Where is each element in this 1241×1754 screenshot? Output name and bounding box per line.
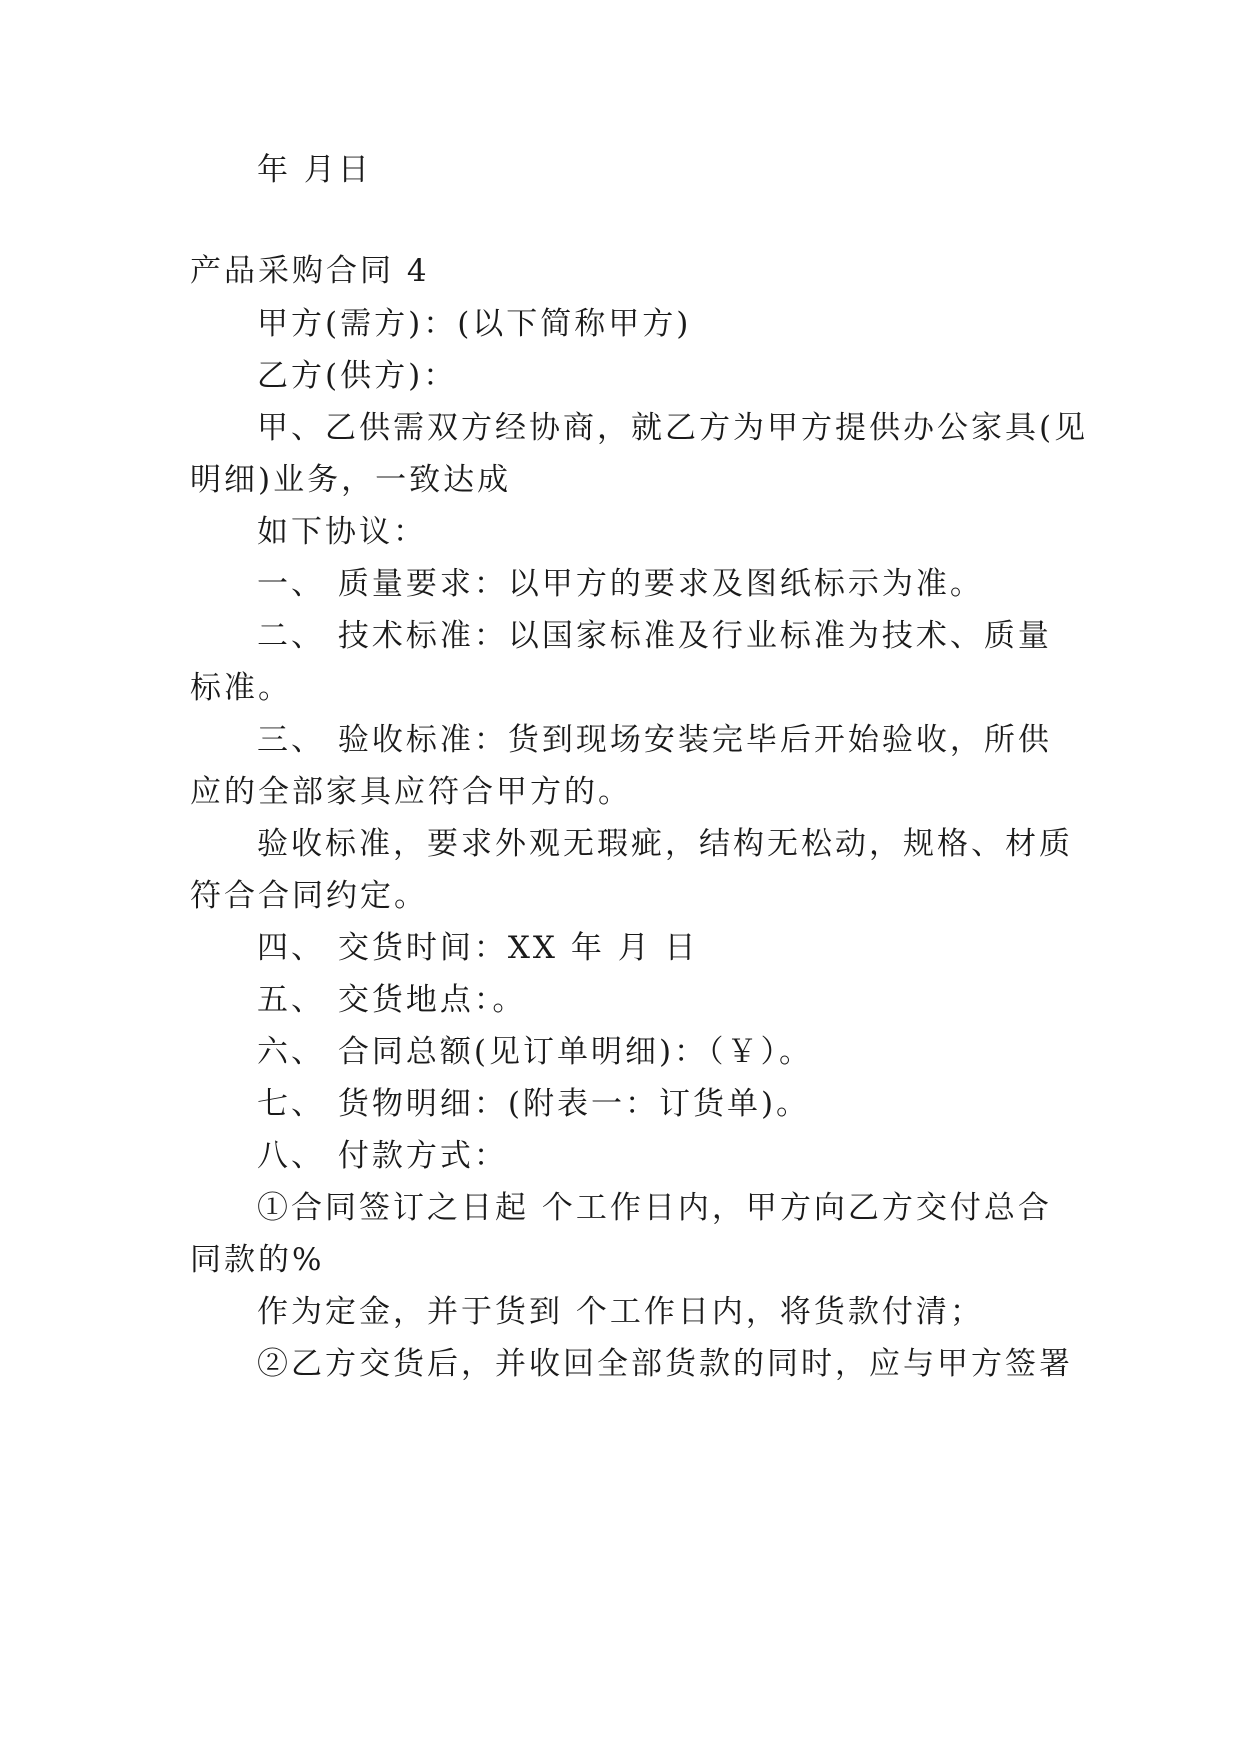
intro-paragraph-line-3: 如下协议： [257,514,427,550]
clause-goods-detail: 七、 货物明细：(附表一：订货单)。 [257,1086,811,1122]
clause-technical-line-1: 二、 技术标准：以国家标准及行业标准为技术、质量 [257,618,1052,654]
payment-item-1-line-3: 作为定金，并于货到 个工作日内，将货款付清； [257,1294,984,1330]
clause-payment: 八、 付款方式： [257,1138,508,1174]
party-b-line: 乙方(供方)： [257,358,458,394]
clause-technical-line-2: 标准。 [190,670,292,706]
clause-acceptance-line-3: 验收标准，要求外观无瑕疵，结构无松动，规格、材质 [257,826,1073,862]
payment-item-1-line-1: ①合同签订之日起 个工作日内，甲方向乙方交付总合 [257,1190,1052,1226]
party-a-line: 甲方(需方)：(以下简称甲方) [257,306,692,342]
clause-acceptance-line-4: 符合合同约定。 [190,878,428,914]
clause-total-amount: 六、 合同总额(见订单明细)：（￥）。 [257,1034,814,1070]
payment-item-2-line-1: ②乙方交货后，并收回全部货款的同时，应与甲方签署 [257,1346,1073,1382]
clause-acceptance-line-2: 应的全部家具应符合甲方的。 [190,774,632,810]
clause-quality: 一、 质量要求：以甲方的要求及图纸标示为准。 [257,566,984,602]
date-line: 年 月日 [257,152,372,188]
contract-title: 产品采购合同 4 [190,253,430,289]
clause-delivery-time: 四、 交货时间：XX 年 月 日 [257,930,699,966]
intro-paragraph-line-1: 甲、乙供需双方经协商，就乙方为甲方提供办公家具(见 [257,410,1089,446]
clause-delivery-place: 五、 交货地点：。 [257,982,527,1018]
payment-item-1-line-2: 同款的% [190,1242,325,1278]
intro-paragraph-line-2: 明细)业务，一致达成 [190,462,512,498]
clause-acceptance-line-1: 三、 验收标准：货到现场安装完毕后开始验收，所供 [257,722,1052,758]
